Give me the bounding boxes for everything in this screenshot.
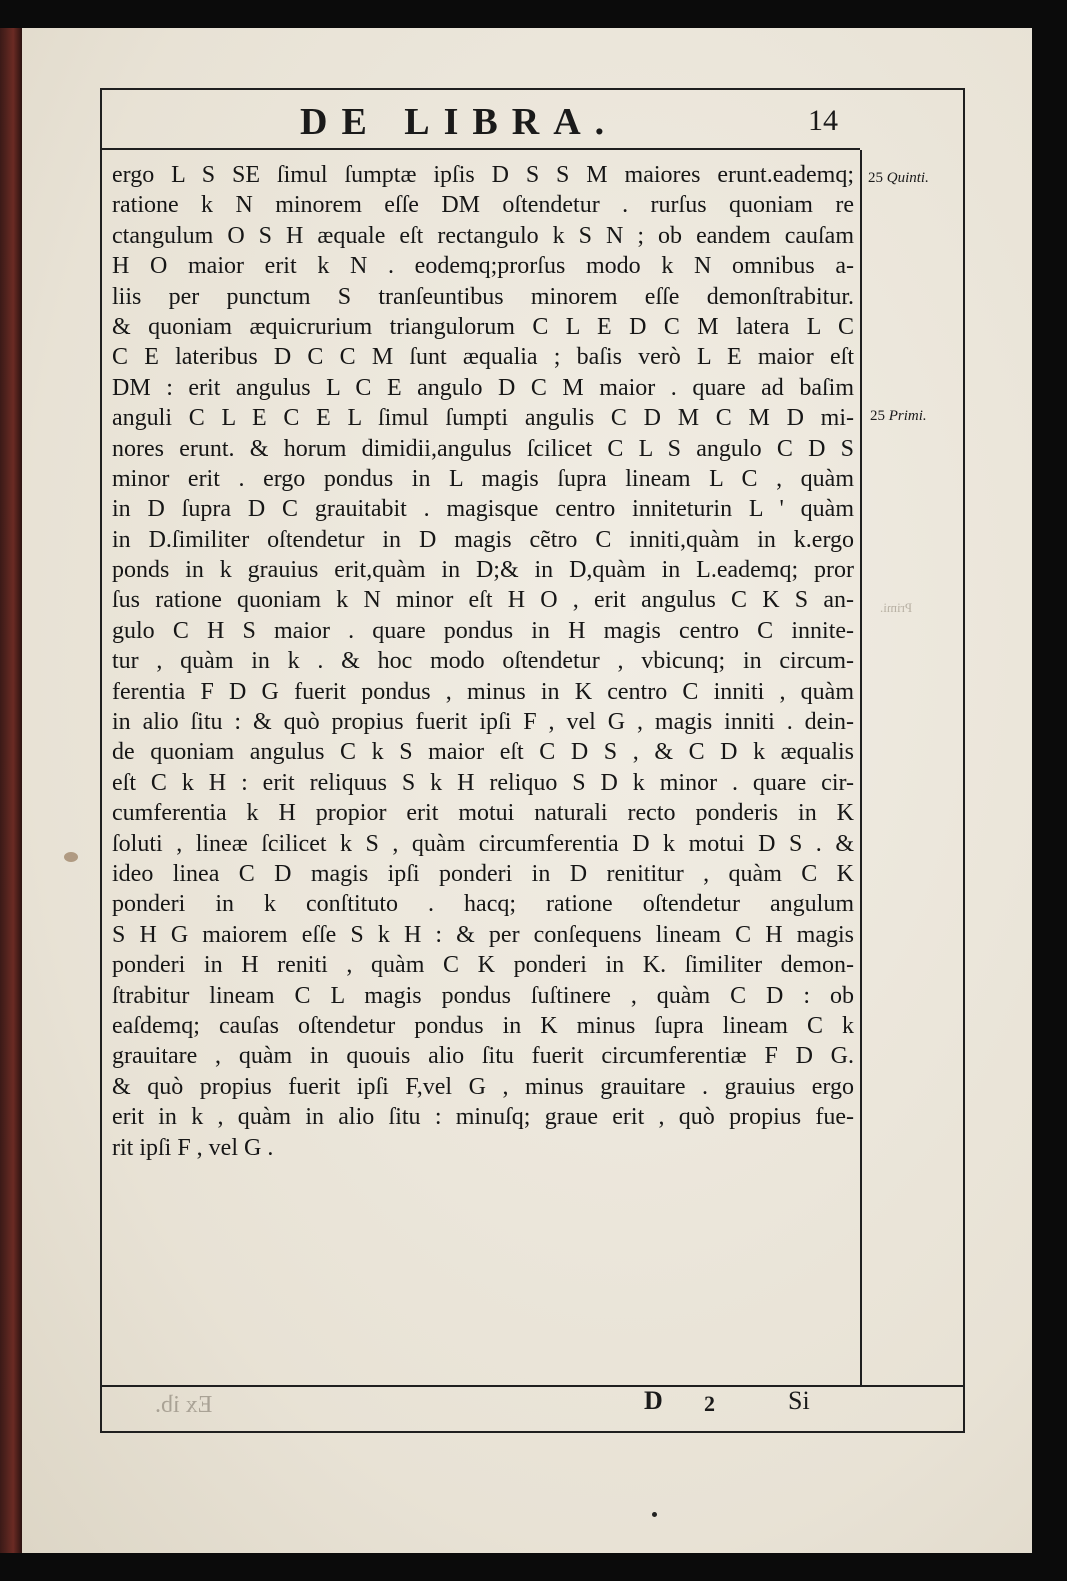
running-title: DE LIBRA. [300,101,619,143]
text-line: liis per punctum S tranſeuntibus minorem eſſe demonſtrabitur. [112,283,854,310]
margin-note-source: Primi. [888,408,927,424]
text-line: ferentia F D G fuerit pondus , minus in K centro C inniti , quàm [112,678,854,705]
text-line: rit ipſi F , vel G . [112,1134,274,1161]
signature-letter: D [644,1386,663,1415]
page-number: 14 [808,104,838,137]
text-line: H O maior erit k N . eodemq;prorſus modo k N omnibus a- [112,253,854,280]
text-line: minor erit . ergo pondus in L magis ſupra lineam L C , quàm [112,465,854,492]
text-line: in D.ſimiliter oſtendetur in D magis cẽtro C inniti,quàm in k.ergo [112,526,854,553]
text-line: tur , quàm in k . & hoc modo oſtendetur , vbicunq; in circum- [112,648,854,675]
margin-note-source: Quinti. [886,170,929,186]
bleed-through-margin-text: Primi. [880,600,913,615]
text-line: ergo L S SE ſimul ſumptæ ipſis D S S M maiores erunt.eademq; [112,162,854,188]
body-text-block [112,160,854,1163]
bottom-rule [100,1385,965,1387]
text-line: erit in k , quàm in alio ſitu : minuſq; graue erit , quò propius fue- [112,1104,854,1131]
text-line: anguli C L E C E L ſimul ſumpti angulis C D M C M D mi- [112,405,854,432]
ink-dot [652,1512,657,1517]
text-line: ctangulum O S H æquale eſt rectangulo k S N ; ob eandem cauſam [112,222,854,249]
book-spine-edge [0,28,22,1553]
text-line: de quoniam angulus C k S maior eſt C D S , & C D k æqualis [112,739,854,766]
text-line: ſoluti , lineæ ſcilicet k S , quàm circumferentia D k motui D S . & [112,830,854,857]
text-line: grauitare , quàm in quouis alio ſitu fuerit circumferentiæ F D G. [112,1043,854,1070]
text-line: ponderi in k conſtituto . hacq; ratione oſtendetur angulum [112,891,854,918]
text-line: ponds in k grauius erit,quàm in D;& in D,quàm in L.eademq; pror [112,557,854,584]
text-line: & quoniam æquicrurium triangulorum C L E D C M latera L C [112,313,854,340]
text-line: eaſdemq; cauſas oſtendetur pondus in K minus ſupra lineam C k [112,1012,854,1039]
text-line: cumferentia k H propior erit motui naturali recto ponderis in K [112,800,854,827]
text-line: ſtrabitur lineam C L magis pondus ſuſtinere , quàm C D : ob [112,982,854,1009]
text-line: C E lateribus D C C M ſunt æqualia ; baſis verò L E maior eſt [112,344,854,371]
signature-number: 2 [704,1391,715,1416]
text-line: ponderi in H reniti , quàm C K ponderi in K. ſimiliter demon- [112,952,854,979]
margin-note-quinti [868,170,929,187]
bleed-through-footer-text: Ex ib. [155,1392,213,1418]
text-line: in alio ſitu : & quò propius fuerit ipſi F , vel G , magis inniti . dein- [112,709,854,736]
margin-note-number: 25 [870,408,885,424]
text-line: eſt C k H : erit reliquus S k H reliquo S D k minor . quare cir- [112,769,854,796]
text-line: S H G maiorem eſſe S k H : & per conſequens lineam C H magis [112,921,854,948]
text-line: ratione k N minorem eſſe DM oſtendetur . rurſus quoniam re [112,192,854,219]
paper-stain [64,852,78,862]
margin-note-number: 25 [868,170,883,186]
margin-note-primi [870,408,927,425]
text-line: DM : erit angulus L C E angulo D C M maior . quare ad baſim [112,374,854,401]
text-line: ideo linea C D magis ipſi ponderi in D renititur , quàm C K [112,860,854,887]
catchword: Si [788,1386,810,1415]
text-line: nores erunt. & horum dimidii,angulus ſcilicet C L S angulo C D S [112,435,854,462]
text-line: gulo C H S maior . quare pondus in H magis centro C innite- [112,617,854,644]
text-line: & quò propius fuerit ipſi F,vel G , minus grauitare . grauius ergo [112,1073,854,1100]
text-line: ſus ratione quoniam k N minor eſt H O , erit angulus C K S an- [112,587,854,614]
text-line: in D ſupra D C grauitabit . magisque centro inniteturin L ' quàm [112,496,854,523]
